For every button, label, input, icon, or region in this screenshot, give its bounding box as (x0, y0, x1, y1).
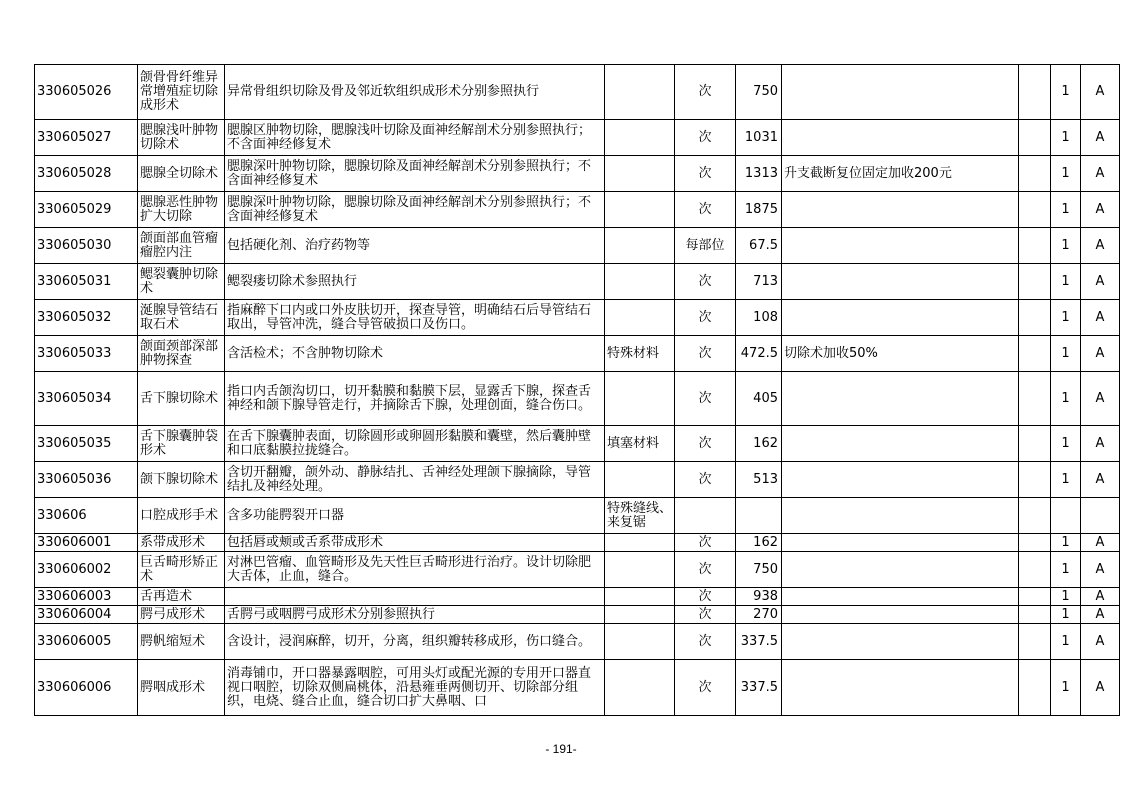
item-name-cell: 颌面部血管瘤瘤腔内注 (138, 228, 225, 264)
remarks-cell (782, 372, 1019, 426)
item-description-cell: 异常骨组织切除及骨及邻近软组织成形术分别参照执行 (225, 65, 605, 120)
item-code-cell: 330605028 (35, 156, 138, 192)
level-cell: 1 (1051, 156, 1081, 192)
excluded-content-cell (605, 606, 675, 624)
remarks-cell: 切除术加收50% (782, 336, 1019, 372)
item-description-cell: 腮腺深叶肿物切除，腮腺切除及面神经解剖术分别参照执行；不含面神经修复术 (225, 156, 605, 192)
item-code-cell: 330605027 (35, 120, 138, 156)
category-cell: A (1081, 264, 1120, 300)
excluded-content-cell (605, 624, 675, 660)
level-cell (1051, 498, 1081, 534)
item-description-cell: 包括硬化剂、治疗药物等 (225, 228, 605, 264)
excluded-content-cell: 填塞材料 (605, 426, 675, 462)
table-row (35, 65, 1120, 120)
category-cell: A (1081, 65, 1120, 120)
remarks-cell: 升支截断复位固定加收200元 (782, 156, 1019, 192)
blank-cell (1019, 462, 1051, 498)
pricing-unit-cell: 次 (675, 660, 736, 716)
pricing-unit-cell: 次 (675, 336, 736, 372)
excluded-content-cell (605, 300, 675, 336)
remarks-cell (782, 534, 1019, 552)
level-cell: 1 (1051, 426, 1081, 462)
price-cell: 1875 (736, 192, 782, 228)
table-row (35, 120, 1120, 156)
category-cell: A (1081, 606, 1120, 624)
price-cell: 472.5 (736, 336, 782, 372)
excluded-content-cell (605, 552, 675, 588)
item-description-cell: 腮腺区肿物切除，腮腺浅叶切除及面神经解剖术分别参照执行；不含面神经修复术 (225, 120, 605, 156)
pricing-unit-cell: 次 (675, 624, 736, 660)
price-cell: 1313 (736, 156, 782, 192)
level-cell: 1 (1051, 534, 1081, 552)
item-code-cell: 330605032 (35, 300, 138, 336)
remarks-cell (782, 552, 1019, 588)
price-cell: 405 (736, 372, 782, 426)
pricing-unit-cell: 次 (675, 588, 736, 606)
category-cell (1081, 498, 1120, 534)
page-number: - 191- (545, 742, 577, 756)
table-row (35, 588, 1120, 606)
price-cell: 108 (736, 300, 782, 336)
excluded-content-cell (605, 372, 675, 426)
pricing-unit-cell: 次 (675, 264, 736, 300)
item-code-cell: 330606 (35, 498, 138, 534)
item-code-cell: 330606003 (35, 588, 138, 606)
item-description-cell: 对淋巴管瘤、血管畸形及先天性巨舌畸形进行治疗。设计切除肥大舌体，止血，缝合。 (225, 552, 605, 588)
category-cell: A (1081, 156, 1120, 192)
item-code-cell: 330605031 (35, 264, 138, 300)
excluded-content-cell: 特殊缝线、来复锯 (605, 498, 675, 534)
excluded-content-cell (605, 65, 675, 120)
remarks-cell (782, 606, 1019, 624)
level-cell: 1 (1051, 192, 1081, 228)
remarks-cell (782, 462, 1019, 498)
item-description-cell: 在舌下腺囊肿表面，切除圆形或卵圆形黏膜和囊壁，然后囊肿壁和口底黏膜拉拢缝合。 (225, 426, 605, 462)
remarks-cell (782, 65, 1019, 120)
blank-cell (1019, 624, 1051, 660)
item-name-cell: 舌再造术 (138, 588, 225, 606)
item-description-cell: 鳃裂瘘切除术参照执行 (225, 264, 605, 300)
item-code-cell: 330605026 (35, 65, 138, 120)
table-row (35, 336, 1120, 372)
blank-cell (1019, 552, 1051, 588)
pricing-unit-cell: 次 (675, 606, 736, 624)
item-description-cell: 指麻醉下口内或口外皮肤切开，探查导管，明确结石后导管结石取出，导管冲洗，缝合导管破损口及伤口。 (225, 300, 605, 336)
table-row (35, 498, 1120, 534)
blank-cell (1019, 120, 1051, 156)
table-row (35, 156, 1120, 192)
item-name-cell: 颌下腺切除术 (138, 462, 225, 498)
pricing-unit-cell: 每部位 (675, 228, 736, 264)
blank-cell (1019, 426, 1051, 462)
level-cell: 1 (1051, 660, 1081, 716)
category-cell: A (1081, 426, 1120, 462)
remarks-cell (782, 426, 1019, 462)
item-name-cell: 巨舌畸形矫正术 (138, 552, 225, 588)
item-name-cell: 腮腺恶性肿物扩大切除 (138, 192, 225, 228)
category-cell: A (1081, 660, 1120, 716)
remarks-cell (782, 300, 1019, 336)
level-cell: 1 (1051, 588, 1081, 606)
item-description-cell: 包括唇或颊或舌系带成形术 (225, 534, 605, 552)
level-cell: 1 (1051, 624, 1081, 660)
blank-cell (1019, 65, 1051, 120)
table-row (35, 300, 1120, 336)
item-name-cell: 腭弓成形术 (138, 606, 225, 624)
item-name-cell: 腮腺全切除术 (138, 156, 225, 192)
remarks-cell (782, 588, 1019, 606)
category-cell: A (1081, 588, 1120, 606)
remarks-cell (782, 498, 1019, 534)
blank-cell (1019, 192, 1051, 228)
category-cell: A (1081, 336, 1120, 372)
pricing-unit-cell: 次 (675, 462, 736, 498)
category-cell: A (1081, 300, 1120, 336)
blank-cell (1019, 372, 1051, 426)
item-description-cell: 舌腭弓或咽腭弓成形术分别参照执行 (225, 606, 605, 624)
price-cell: 270 (736, 606, 782, 624)
excluded-content-cell: 特殊材料 (605, 336, 675, 372)
pricing-unit-cell: 次 (675, 534, 736, 552)
item-code-cell: 330605033 (35, 336, 138, 372)
item-description-cell: 含切开翻瓣，颌外动、静脉结扎、舌神经处理颌下腺摘除，导管结扎及神经处理。 (225, 462, 605, 498)
pricing-unit-cell: 次 (675, 120, 736, 156)
table-row (35, 372, 1120, 426)
blank-cell (1019, 156, 1051, 192)
price-cell: 162 (736, 426, 782, 462)
price-cell: 938 (736, 588, 782, 606)
item-description-cell: 含活检术；不含肿物切除术 (225, 336, 605, 372)
blank-cell (1019, 228, 1051, 264)
price-cell: 750 (736, 552, 782, 588)
item-name-cell: 颌面颈部深部肿物探查 (138, 336, 225, 372)
excluded-content-cell (605, 660, 675, 716)
excluded-content-cell (605, 264, 675, 300)
item-code-cell: 330605035 (35, 426, 138, 462)
blank-cell (1019, 606, 1051, 624)
table-row (35, 660, 1120, 716)
category-cell: A (1081, 552, 1120, 588)
fee-schedule-table (34, 64, 1120, 716)
category-cell: A (1081, 534, 1120, 552)
remarks-cell (782, 192, 1019, 228)
item-name-cell: 腮腺浅叶肿物切除术 (138, 120, 225, 156)
price-cell: 1031 (736, 120, 782, 156)
level-cell: 1 (1051, 228, 1081, 264)
category-cell: A (1081, 462, 1120, 498)
excluded-content-cell (605, 462, 675, 498)
price-cell: 750 (736, 65, 782, 120)
item-description-cell (225, 588, 605, 606)
blank-cell (1019, 264, 1051, 300)
level-cell: 1 (1051, 462, 1081, 498)
table-row (35, 264, 1120, 300)
item-code-cell: 330606004 (35, 606, 138, 624)
remarks-cell (782, 660, 1019, 716)
price-cell: 337.5 (736, 624, 782, 660)
item-name-cell: 舌下腺囊肿袋形术 (138, 426, 225, 462)
category-cell: A (1081, 624, 1120, 660)
remarks-cell (782, 624, 1019, 660)
item-name-cell: 颌骨骨纤维异常增殖症切除成形术 (138, 65, 225, 120)
level-cell: 1 (1051, 372, 1081, 426)
item-code-cell: 330605029 (35, 192, 138, 228)
item-code-cell: 330605034 (35, 372, 138, 426)
blank-cell (1019, 660, 1051, 716)
remarks-cell (782, 228, 1019, 264)
item-description-cell: 指口内舌颌沟切口，切开黏膜和黏膜下层，显露舌下腺，探查舌神经和颌下腺导管走行，并摘除舌下腺，处理创面，缝合伤口。 (225, 372, 605, 426)
item-description-cell: 腮腺深叶肿物切除，腮腺切除及面神经解剖术分别参照执行；不含面神经修复术 (225, 192, 605, 228)
blank-cell (1019, 534, 1051, 552)
price-cell: 337.5 (736, 660, 782, 716)
level-cell: 1 (1051, 120, 1081, 156)
level-cell: 1 (1051, 264, 1081, 300)
item-code-cell: 330606006 (35, 660, 138, 716)
item-name-cell: 鳃裂囊肿切除术 (138, 264, 225, 300)
excluded-content-cell (605, 228, 675, 264)
item-code-cell: 330605036 (35, 462, 138, 498)
excluded-content-cell (605, 120, 675, 156)
pricing-unit-cell: 次 (675, 156, 736, 192)
category-cell: A (1081, 228, 1120, 264)
item-code-cell: 330605030 (35, 228, 138, 264)
excluded-content-cell (605, 156, 675, 192)
category-cell: A (1081, 372, 1120, 426)
item-code-cell: 330606002 (35, 552, 138, 588)
item-description-cell: 含多功能腭裂开口器 (225, 498, 605, 534)
table-row (35, 552, 1120, 588)
item-name-cell: 口腔成形手术 (138, 498, 225, 534)
remarks-cell (782, 264, 1019, 300)
item-code-cell: 330606001 (35, 534, 138, 552)
pricing-unit-cell: 次 (675, 426, 736, 462)
item-description-cell: 含设计，浸润麻醉，切开，分离，组织瓣转移成形，伤口缝合。 (225, 624, 605, 660)
price-cell: 513 (736, 462, 782, 498)
excluded-content-cell (605, 588, 675, 606)
item-code-cell: 330606005 (35, 624, 138, 660)
blank-cell (1019, 336, 1051, 372)
item-name-cell: 涎腺导管结石取石术 (138, 300, 225, 336)
item-name-cell: 系带成形术 (138, 534, 225, 552)
level-cell: 1 (1051, 606, 1081, 624)
table-row (35, 534, 1120, 552)
item-name-cell: 腭咽成形术 (138, 660, 225, 716)
pricing-unit-cell (675, 498, 736, 534)
level-cell: 1 (1051, 336, 1081, 372)
item-name-cell: 腭帆缩短术 (138, 624, 225, 660)
pricing-unit-cell: 次 (675, 300, 736, 336)
table-row (35, 462, 1120, 498)
price-cell: 713 (736, 264, 782, 300)
blank-cell (1019, 588, 1051, 606)
level-cell: 1 (1051, 65, 1081, 120)
pricing-unit-cell: 次 (675, 192, 736, 228)
table-row (35, 624, 1120, 660)
remarks-cell (782, 120, 1019, 156)
pricing-unit-cell: 次 (675, 372, 736, 426)
table-row (35, 192, 1120, 228)
price-cell: 67.5 (736, 228, 782, 264)
level-cell: 1 (1051, 552, 1081, 588)
pricing-unit-cell: 次 (675, 65, 736, 120)
item-description-cell: 消毒铺巾，开口器暴露咽腔，可用头灯或配光源的专用开口器直视口咽腔，切除双侧扁桃体，沿悬雍垂两侧切开、切除部分组织，电烧、缝合止血，缝合切口扩大鼻咽、口 (225, 660, 605, 716)
table-row (35, 426, 1120, 462)
price-cell (736, 498, 782, 534)
excluded-content-cell (605, 534, 675, 552)
blank-cell (1019, 498, 1051, 534)
category-cell: A (1081, 120, 1120, 156)
price-cell: 162 (736, 534, 782, 552)
category-cell: A (1081, 192, 1120, 228)
pricing-unit-cell: 次 (675, 552, 736, 588)
item-name-cell: 舌下腺切除术 (138, 372, 225, 426)
excluded-content-cell (605, 192, 675, 228)
blank-cell (1019, 300, 1051, 336)
level-cell: 1 (1051, 300, 1081, 336)
table-row (35, 228, 1120, 264)
table-row (35, 606, 1120, 624)
